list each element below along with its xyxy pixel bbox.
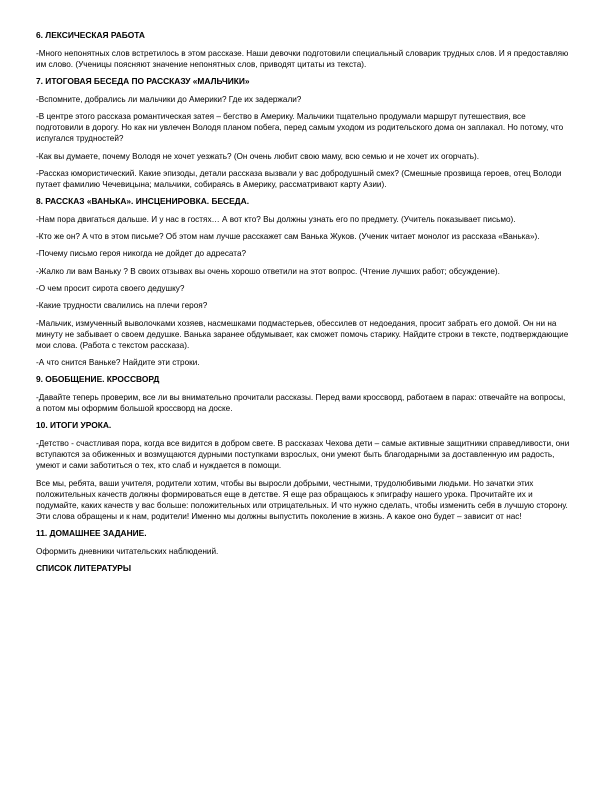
paragraph: -Почему письмо героя никогда не дойдет до адресата? (36, 249, 247, 259)
section-references (36, 563, 572, 574)
paragraph: -Мальчик, измученный выволочками хозяев, насмешками подмастерьев, обессилев от недоедания, просит забрать его домой. Он ни на минуту не забывает о своем дедушке. Ванька заранее обдумывает, как сможет помочь старику. Найдите строки в тексте, подтверждающие мои слова. (Работа с текстом рассказа). (36, 318, 569, 350)
paragraph: -Давайте теперь проверим, все ли вы внимательно прочитали рассказы. Перед вами кроссворд, работаем в парах: отвечайте на вопросы, а потом мы оформим большой кроссворд на доске. (36, 392, 566, 414)
paragraph: -О чем просит сирота своего дедушку? (36, 283, 185, 293)
paragraph: -Нам пора двигаться дальше. И у нас в гостях… А вот кто? Вы должны узнать его по предмету. (Учитель показывает письмо). (36, 214, 516, 224)
paragraph: -Вспомните, добрались ли мальчики до Америки? Где их задержали? (36, 94, 302, 104)
paragraph: -Кто же он? А что в этом письме? Об этом нам лучше расскажет сам Ванька Жуков. (Ученик читает монолог из рассказа «Ванька»). (36, 232, 540, 242)
section-lexical-work (36, 30, 572, 70)
section-heading: 8. РАССКАЗ «ВАНЬКА». ИНСЦЕНИРОВКА. БЕСЕДА. (36, 196, 250, 207)
section-homework (36, 528, 572, 557)
section-vanka (36, 196, 572, 368)
paragraph: Оформить дневники читательских наблюдений. (36, 546, 219, 556)
section-heading: 11. ДОМАШНЕЕ ЗАДАНИЕ. (36, 528, 147, 539)
paragraph: -Как вы думаете, почему Володя не хочет уезжать? (Он очень любит свою маму, всю семью и не хочет их огорчать). (36, 151, 479, 161)
section-heading: СПИСОК ЛИТЕРАТУРЫ (36, 563, 132, 574)
section-heading: 7. ИТОГОВАЯ БЕСЕДА ПО РАССКАЗУ «МАЛЬЧИКИ» (36, 76, 250, 87)
section-crossword (36, 374, 572, 414)
section-heading: 10. ИТОГИ УРОКА. (36, 420, 112, 431)
section-lesson-summary (36, 420, 572, 522)
paragraph: -Много непонятных слов встретилось в этом рассказе. Наши девочки подготовили специальный словарик трудных слов. И я предоставляю им слово. (Ученицы поясняют значение непонятных слов, приводят цитаты из текста). (36, 48, 569, 69)
section-heading: 6. ЛЕКСИЧЕСКАЯ РАБОТА (36, 30, 145, 40)
section-heading: 9. ОБОБЩЕНИЕ. КРОССВОРД (36, 374, 160, 385)
paragraph: -А что снится Ваньке? Найдите эти строки. (36, 358, 200, 367)
section-final-discussion (36, 76, 572, 190)
paragraph: -Рассказ юмористический. Какие эпизоды, детали рассказа вызвали у вас добродушный смех? (Смешные прозвища героев, отец Володи путает фамилию Чечевицына; мальчики, собираясь в Америку, рассматривают карту Азии). (36, 168, 562, 189)
paragraph: -Какие трудности свалились на плечи героя? (36, 301, 208, 311)
paragraph: -Детство - счастливая пора, когда все видится в добром свете. В рассказах Чехова дети – самые активные защитники справедливости, они вступаются за обиженных и возмущаются дурными поступками взрослых, они умеют быть благодарными за доставленную им радость, умеют и сами заботиться о тех, кто слаб и нуждается в помощи. (36, 439, 570, 471)
paragraph: -Жалко ли вам Ваньку ? В своих отзывах вы очень хорошо ответили на этот вопрос. (Чтение лучших работ; обсуждение). (36, 266, 500, 276)
paragraph: -В центре этого рассказа романтическая затея – бегство в Америку. Мальчики тщательно продумали маршрут путешествия, все подготовили в дорогу. Но как ни увлечен Володя планом побега, перед самым уходом из родительского дома он заплакал. Но потому, что испугался трудностей? (36, 112, 564, 144)
paragraph: Все мы, ребята, ваши учителя, родители хотим, чтобы вы выросли добрыми, честными, трудолюбивыми людьми. Но зачатки этих положительных качеств должны формироваться еще в детстве. Я еще раз обращаюсь к эпиграфу нашего урока. Прочитайте их и подумайте, каких качеств у вас больше: положительных или отрицательных. И что нужно сделать, чтобы изменить себя в лучшую сторону. Эти слова обращены и к нам, родители! Именно мы должны выпустить поколение в жизнь. А какое оно будет – зависит от нас! (36, 478, 568, 521)
